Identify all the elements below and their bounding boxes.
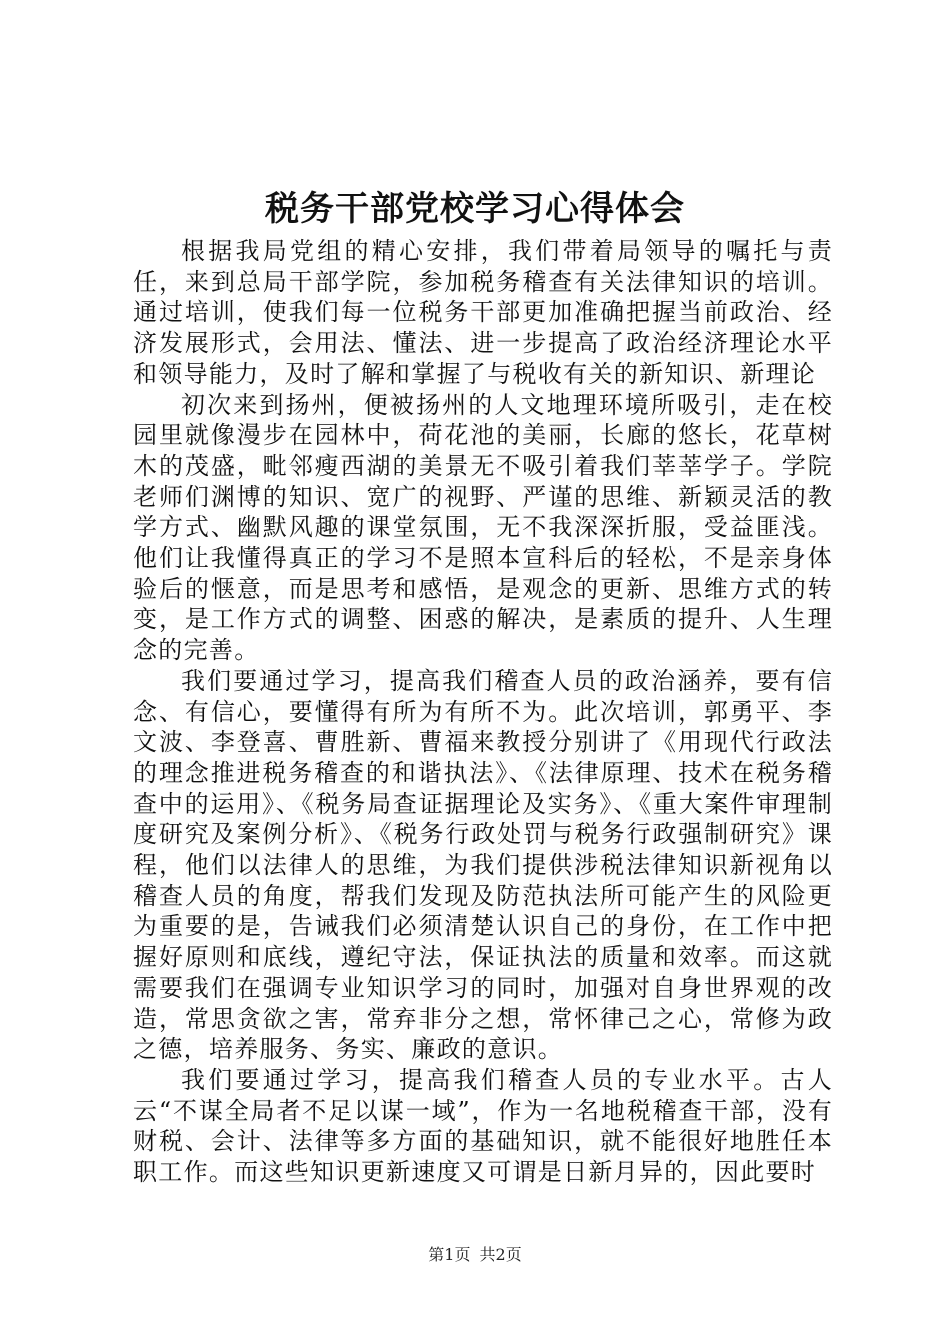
page-total: 共2页 xyxy=(479,1245,522,1264)
page-footer xyxy=(0,1244,950,1266)
paragraph-3: 我们要通过学习，提高我们稽查人员的政治涵养，要有信念、有信心，要懂得有所为有所不为。此次培训，郭勇平、李文波、李登喜、曹胜新、曹福来教授分别讲了《用现代行政法的理念推进税务稽查的和谐执法》、《法律原理、技术在税务稽查中的运用》、《税务局查证据理论及实务》、《重大案件审理制度研究及案例分析》、《税务行政处罚与税务行政强制研究》课程，他们以法律人的思维，为我们提供涉税法律知识新视角以稽查人员的角度，帮我们发现及防范执法所可能产生的风险更为重要的是，告诫我们必须清楚认识自己的身份，在工作中把握好原则和底线，遵纪守法，保证执法的质量和效率。而这就需要我们在强调专业知识学习的同时，加强对自身世界观的改造，常思贪欲之害，常弃非分之想，常怀律己之心，常修为政之德，培养服务、务实、廉政的意识。 xyxy=(133,666,833,1064)
document-title: 税务干部党校学习心得体会 xyxy=(265,189,685,229)
paragraph-2: 初次来到扬州，便被扬州的人文地理环境所吸引，走在校园里就像漫步在园林中，荷花池的美丽，长廊的悠长，花草树木的茂盛，毗邻瘦西湖的美景无不吸引着我们莘莘学子。学院老师们渊博的知识、宽广的视野、严谨的思维、新颖灵活的教学方式、幽默风趣的课堂氛围，无不我深深折服，受益匪浅。他们让我懂得真正的学习不是照本宣科后的轻松，不是亲身体验后的惬意，而是思考和感悟，是观念的更新、思维方式的转变，是工作方式的调整、困惑的解决，是素质的提升、人生理念的完善。 xyxy=(133,390,833,665)
page-number: 第1页 xyxy=(428,1245,471,1264)
paragraph-4: 我们要通过学习，提高我们稽查人员的专业水平。古人云“不谋全局者不足以谋一域”，作为一名地税稽查干部，没有财税、会计、法律等多方面的基础知识，就不能很好地胜任本职工作。而这些知识更新速度又可谓是日新月异的，因此要时 xyxy=(133,1065,833,1187)
paragraph-1: 根据我局党组的精心安排，我们带着局领导的嘱托与责任，来到总局干部学院，参加税务稽查有关法律知识的培训。通过培训，使我们每一位税务干部更加准确把握当前政治、经济发展形式，会用法、懂法、进一步提高了政治经济理论水平和领导能力，及时了解和掌握了与税收有关的新知识、新理论 xyxy=(133,237,833,388)
document-body xyxy=(133,236,833,1188)
